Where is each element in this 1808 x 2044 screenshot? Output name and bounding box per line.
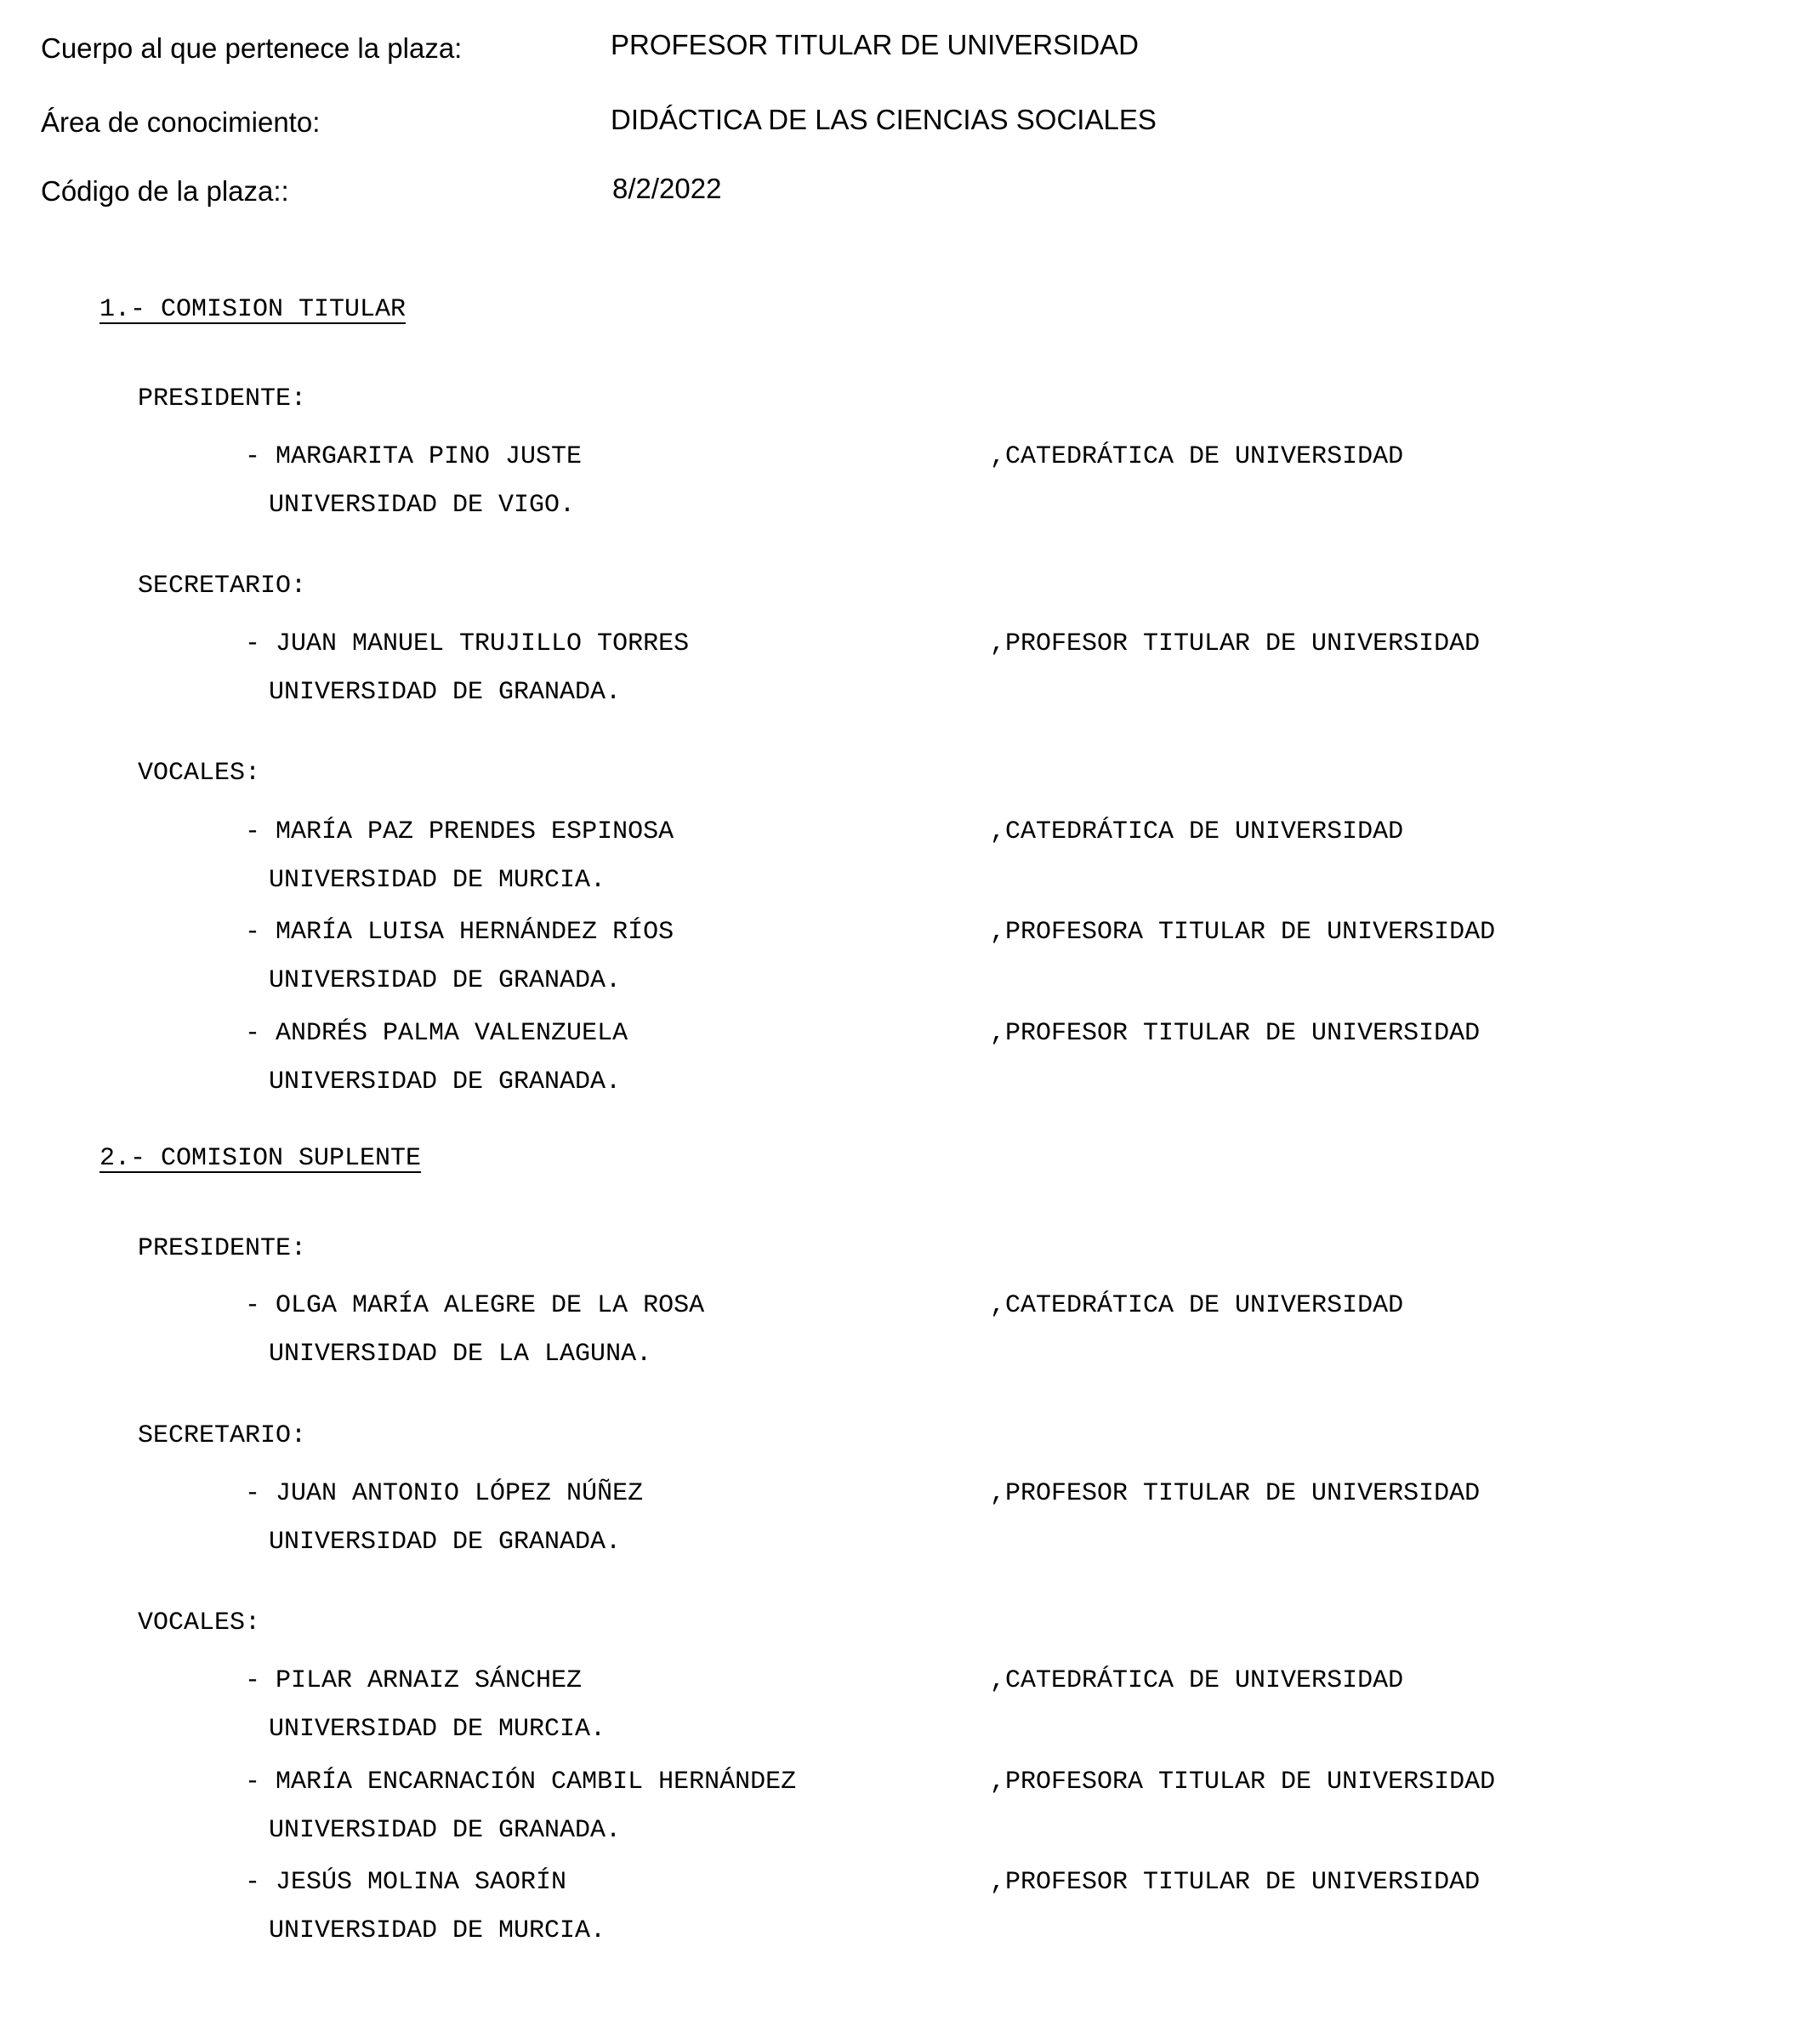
suplente-presidente-role: ,CATEDRÁTICA DE UNIVERSIDAD xyxy=(990,1291,1404,1320)
titular-presidente-role: ,CATEDRÁTICA DE UNIVERSIDAD xyxy=(990,442,1404,471)
titular-secretario-name: - JUAN MANUEL TRUJILLO TORRES xyxy=(245,629,690,658)
titular-vocal-university: UNIVERSIDAD DE GRANADA. xyxy=(269,1068,622,1096)
titular-secretario-role: ,PROFESOR TITULAR DE UNIVERSIDAD xyxy=(990,629,1481,658)
codigo-value: 8/2/2022 xyxy=(612,173,722,204)
suplente-secretario-role: ,PROFESOR TITULAR DE UNIVERSIDAD xyxy=(990,1479,1481,1508)
cuerpo-value: PROFESOR TITULAR DE UNIVERSIDAD xyxy=(611,29,1139,60)
suplente-vocal-role: ,PROFESORA TITULAR DE UNIVERSIDAD xyxy=(990,1768,1496,1796)
area-label: Área de conocimiento: xyxy=(41,106,321,138)
suplente-heading: 2.- COMISION SUPLENTE xyxy=(99,1144,422,1173)
codigo-label: Código de la plaza:: xyxy=(41,175,289,207)
titular-vocal-name: - MARÍA LUISA HERNÁNDEZ RÍOS xyxy=(245,918,674,947)
suplente-vocal-role: ,CATEDRÁTICA DE UNIVERSIDAD xyxy=(990,1666,1404,1695)
suplente-vocal-name: - JESÚS MOLINA SAORÍN xyxy=(245,1868,567,1897)
titular-secretario-label: SECRETARIO: xyxy=(138,572,307,601)
titular-vocal-university: UNIVERSIDAD DE GRANADA. xyxy=(269,966,622,995)
suplente-vocales-label: VOCALES: xyxy=(138,1608,261,1637)
titular-vocal-university: UNIVERSIDAD DE MURCIA. xyxy=(269,866,606,895)
suplente-presidente-name: - OLGA MARÍA ALEGRE DE LA ROSA xyxy=(245,1291,705,1320)
area-value: DIDÁCTICA DE LAS CIENCIAS SOCIALES xyxy=(611,104,1157,135)
suplente-secretario-label: SECRETARIO: xyxy=(138,1421,307,1450)
titular-secretario-university: UNIVERSIDAD DE GRANADA. xyxy=(269,678,622,707)
suplente-vocal-role: ,PROFESOR TITULAR DE UNIVERSIDAD xyxy=(990,1868,1481,1897)
cuerpo-label: Cuerpo al que pertenece la plaza: xyxy=(41,32,463,64)
titular-presidente-name: - MARGARITA PINO JUSTE xyxy=(245,442,583,471)
suplente-vocal-name: - MARÍA ENCARNACIÓN CAMBIL HERNÁNDEZ xyxy=(245,1768,797,1796)
suplente-vocal-university: UNIVERSIDAD DE GRANADA. xyxy=(269,1816,622,1845)
suplente-secretario-university: UNIVERSIDAD DE GRANADA. xyxy=(269,1528,622,1557)
suplente-vocal-name: - PILAR ARNAIZ SÁNCHEZ xyxy=(245,1666,583,1695)
titular-vocal-role: ,CATEDRÁTICA DE UNIVERSIDAD xyxy=(990,817,1404,846)
titular-vocal-role: ,PROFESORA TITULAR DE UNIVERSIDAD xyxy=(990,918,1496,947)
titular-vocal-role: ,PROFESOR TITULAR DE UNIVERSIDAD xyxy=(990,1019,1481,1048)
titular-vocal-name: - ANDRÉS PALMA VALENZUELA xyxy=(245,1019,628,1048)
suplente-vocal-university: UNIVERSIDAD DE MURCIA. xyxy=(269,1715,606,1744)
suplente-vocal-university: UNIVERSIDAD DE MURCIA. xyxy=(269,1916,606,1945)
suplente-secretario-name: - JUAN ANTONIO LÓPEZ NÚÑEZ xyxy=(245,1479,644,1508)
titular-vocales-label: VOCALES: xyxy=(138,759,261,788)
suplente-presidente-label: PRESIDENTE: xyxy=(138,1234,307,1263)
titular-heading: 1.- COMISION TITULAR xyxy=(99,295,407,324)
titular-presidente-university: UNIVERSIDAD DE VIGO. xyxy=(269,491,576,520)
titular-presidente-label: PRESIDENTE: xyxy=(138,384,307,413)
suplente-presidente-university: UNIVERSIDAD DE LA LAGUNA. xyxy=(269,1340,652,1369)
titular-vocal-name: - MARÍA PAZ PRENDES ESPINOSA xyxy=(245,817,674,846)
